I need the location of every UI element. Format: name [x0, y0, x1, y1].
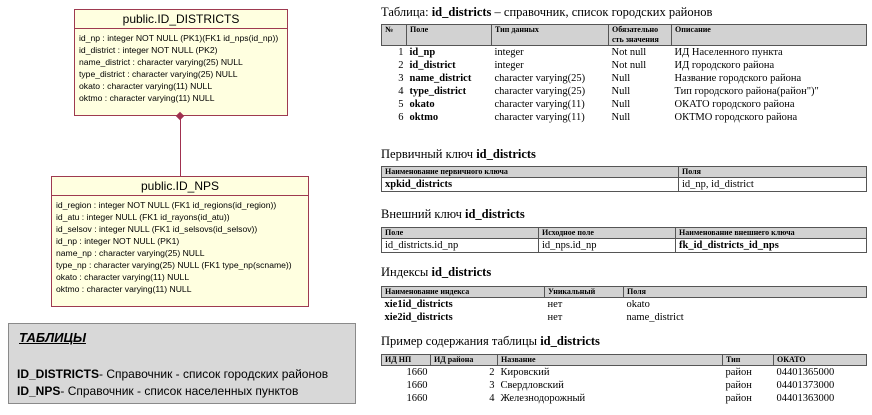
- table-row: [382, 298, 867, 312]
- cell: 04401373000: [776, 380, 835, 391]
- column-header: Уникальный: [545, 287, 624, 298]
- section-heading: [381, 147, 536, 162]
- entity-field: type_district : character varying(25) NULL: [79, 69, 238, 79]
- page-title: [381, 5, 712, 20]
- cell: id_nps.id_np: [539, 239, 676, 253]
- cell: 04401363000: [776, 393, 835, 404]
- cell: type_district: [409, 86, 467, 97]
- column-header: Тип данных: [492, 25, 609, 46]
- heading-table-name: id_districts: [431, 265, 492, 279]
- cell: id_district: [409, 60, 456, 71]
- cell: Null: [611, 86, 631, 97]
- section-heading: [381, 265, 491, 280]
- cell: Свердловский: [500, 380, 564, 391]
- fields-table: [381, 24, 867, 124]
- cell: 1: [398, 47, 404, 58]
- cell: xie1id_districts: [384, 299, 453, 310]
- cell: Null: [611, 73, 631, 84]
- heading-table-name: id_districts: [464, 207, 525, 221]
- table-row: [382, 379, 867, 392]
- heading-prefix: Пример содержания таблицы: [381, 334, 541, 348]
- cell: okato: [626, 299, 650, 310]
- table-row: [382, 366, 867, 380]
- cell: ИД городского района: [674, 60, 775, 71]
- table-row: [382, 178, 867, 192]
- entity-field: okato : character varying(11) NULL: [79, 81, 213, 91]
- entity-title: public.ID_NPS: [52, 177, 308, 196]
- column-header: Наименование внешнего ключа: [676, 228, 867, 239]
- heading-table-name: id_districts: [431, 5, 492, 19]
- entity-field: id_region : integer NOT NULL (FK1 id_regions(id_region)): [56, 200, 277, 210]
- cell: 2: [398, 60, 404, 71]
- column-header: Поля: [679, 167, 867, 178]
- cell: 04401365000: [776, 367, 835, 378]
- legend-table-name: ID_DISTRICTS: [17, 367, 100, 381]
- cell: xpkid_districts: [382, 178, 679, 192]
- cell: character varying(11): [494, 99, 585, 110]
- column-header: Поле: [407, 25, 492, 46]
- cell: Not null: [611, 47, 647, 58]
- cell: Кировский: [500, 367, 550, 378]
- cell: integer: [494, 60, 524, 71]
- legend-table-name: ID_NPS: [17, 384, 61, 398]
- entity-field: id_np : integer NOT NULL (PK1)(FK1 id_nps(id_np)): [79, 33, 279, 43]
- cell: 6: [398, 112, 404, 123]
- cell: нет: [547, 299, 563, 310]
- entity-field: id_atu : integer NULL (FK1 id_rayons(id_atu)): [56, 212, 230, 222]
- column-header: Тип: [723, 355, 774, 366]
- heading-table-name: id_districts: [540, 334, 600, 348]
- cell: ОКАТО городского района: [674, 99, 795, 110]
- tables-legend: [8, 323, 356, 404]
- cell: нет: [547, 312, 563, 323]
- cell: name_district: [626, 312, 684, 323]
- heading-prefix: Первичный ключ: [381, 147, 477, 161]
- cell: character varying(11): [494, 112, 585, 123]
- cell: Тип городского района(район")": [674, 86, 819, 97]
- relationship-line: [180, 118, 181, 176]
- heading-prefix: Таблица:: [381, 5, 432, 19]
- cell: 2: [489, 367, 495, 378]
- column-header: ОКАТО: [774, 355, 867, 366]
- entity-id-nps[interactable]: [51, 176, 309, 307]
- cell: name_district: [409, 73, 472, 84]
- cell: 3: [398, 73, 404, 84]
- table-row: [382, 72, 867, 85]
- cell: 1660: [406, 380, 428, 391]
- cell: oktmo: [409, 112, 439, 123]
- column-header: Наименование индекса: [382, 287, 545, 298]
- cell: Железнодорожный: [500, 393, 586, 404]
- table-row: [382, 311, 867, 324]
- heading-table-name: id_districts: [476, 147, 536, 161]
- legend-title: ТАБЛИЦЫ: [19, 330, 86, 345]
- entity-field: oktmo : character varying(11) NULL: [79, 93, 215, 103]
- entity-field: okato : character varying(11) NULL: [56, 272, 190, 282]
- heading-prefix: Индексы: [381, 265, 432, 279]
- cell: fk_id_districts_id_nps: [676, 239, 867, 253]
- column-header: Наименование первичного ключа: [382, 167, 679, 178]
- cell: 1660: [406, 393, 428, 404]
- entity-id-districts[interactable]: [74, 9, 288, 116]
- section-heading: [381, 334, 600, 349]
- legend-row: [17, 367, 328, 381]
- entity-field: id_np : integer NOT NULL (PK1): [56, 236, 180, 246]
- cell: 4: [489, 393, 495, 404]
- heading-prefix: Внешний ключ: [381, 207, 465, 221]
- cell: 4: [398, 86, 404, 97]
- column-header: Исходное поле: [539, 228, 676, 239]
- entity-field: id_district : integer NOT NULL (PK2): [79, 45, 218, 55]
- indexes-table: [381, 286, 867, 324]
- cell: id_districts.id_np: [382, 239, 539, 253]
- cell: ИД Населенного пункта: [674, 47, 783, 58]
- table-row: [382, 239, 867, 253]
- cell: район: [725, 393, 752, 404]
- cell: 3: [489, 380, 495, 391]
- table-row: [382, 59, 867, 72]
- cell: integer: [494, 47, 524, 58]
- column-header: Поле: [382, 228, 539, 239]
- cell: Not null: [611, 60, 647, 71]
- cell: Null: [611, 112, 631, 123]
- column-header: №: [382, 25, 407, 46]
- column-header: Обязательно сть значения: [609, 25, 672, 46]
- table-row: [382, 98, 867, 111]
- column-header: Описание: [672, 25, 867, 46]
- legend-table-desc: - Справочник - список городских районов: [99, 367, 329, 381]
- column-header: Поля: [624, 287, 867, 298]
- entity-fields: [75, 29, 287, 107]
- table-row: [382, 46, 867, 60]
- cell: Название городского района: [674, 73, 802, 84]
- column-header: ИД НП: [382, 355, 431, 366]
- cell: character varying(25): [494, 73, 586, 84]
- table-row: [382, 111, 867, 124]
- cell: xie2id_districts: [384, 312, 453, 323]
- entity-title: public.ID_DISTRICTS: [75, 10, 287, 29]
- table-row: [382, 85, 867, 98]
- column-header: Название: [498, 355, 723, 366]
- cell: 1660: [406, 367, 428, 378]
- primary-key-table: [381, 166, 867, 192]
- cell: район: [725, 367, 752, 378]
- section-heading: [381, 207, 525, 222]
- cell: ОКТМО городского района: [674, 112, 798, 123]
- entity-fields: [52, 196, 308, 298]
- sample-content-table: [381, 354, 867, 405]
- entity-field: type_np : character varying(25) NULL (FK1 type_np(scname)): [56, 260, 292, 270]
- entity-field: name_np : character varying(25) NULL: [56, 248, 205, 258]
- column-header: ИД района: [431, 355, 498, 366]
- legend-table-desc: - Справочник - список населенных пунктов: [60, 384, 299, 398]
- foreign-key-table: [381, 227, 867, 253]
- cell: okato: [409, 99, 435, 110]
- cell: 5: [398, 99, 404, 110]
- cell: Null: [611, 99, 631, 110]
- entity-field: name_district : character varying(25) NULL: [79, 57, 243, 67]
- cell: id_np, id_district: [679, 178, 867, 192]
- entity-field: id_selsov : integer NULL (FK1 id_selsovs(id_selsov)): [56, 224, 258, 234]
- cell: character varying(25): [494, 86, 586, 97]
- heading-suffix: – справочник, список городских районов: [491, 5, 713, 19]
- table-row: [382, 392, 867, 405]
- cell: id_np: [409, 47, 436, 58]
- legend-row: [17, 384, 298, 398]
- cell: район: [725, 380, 752, 391]
- entity-field: oktmo : character varying(11) NULL: [56, 284, 192, 294]
